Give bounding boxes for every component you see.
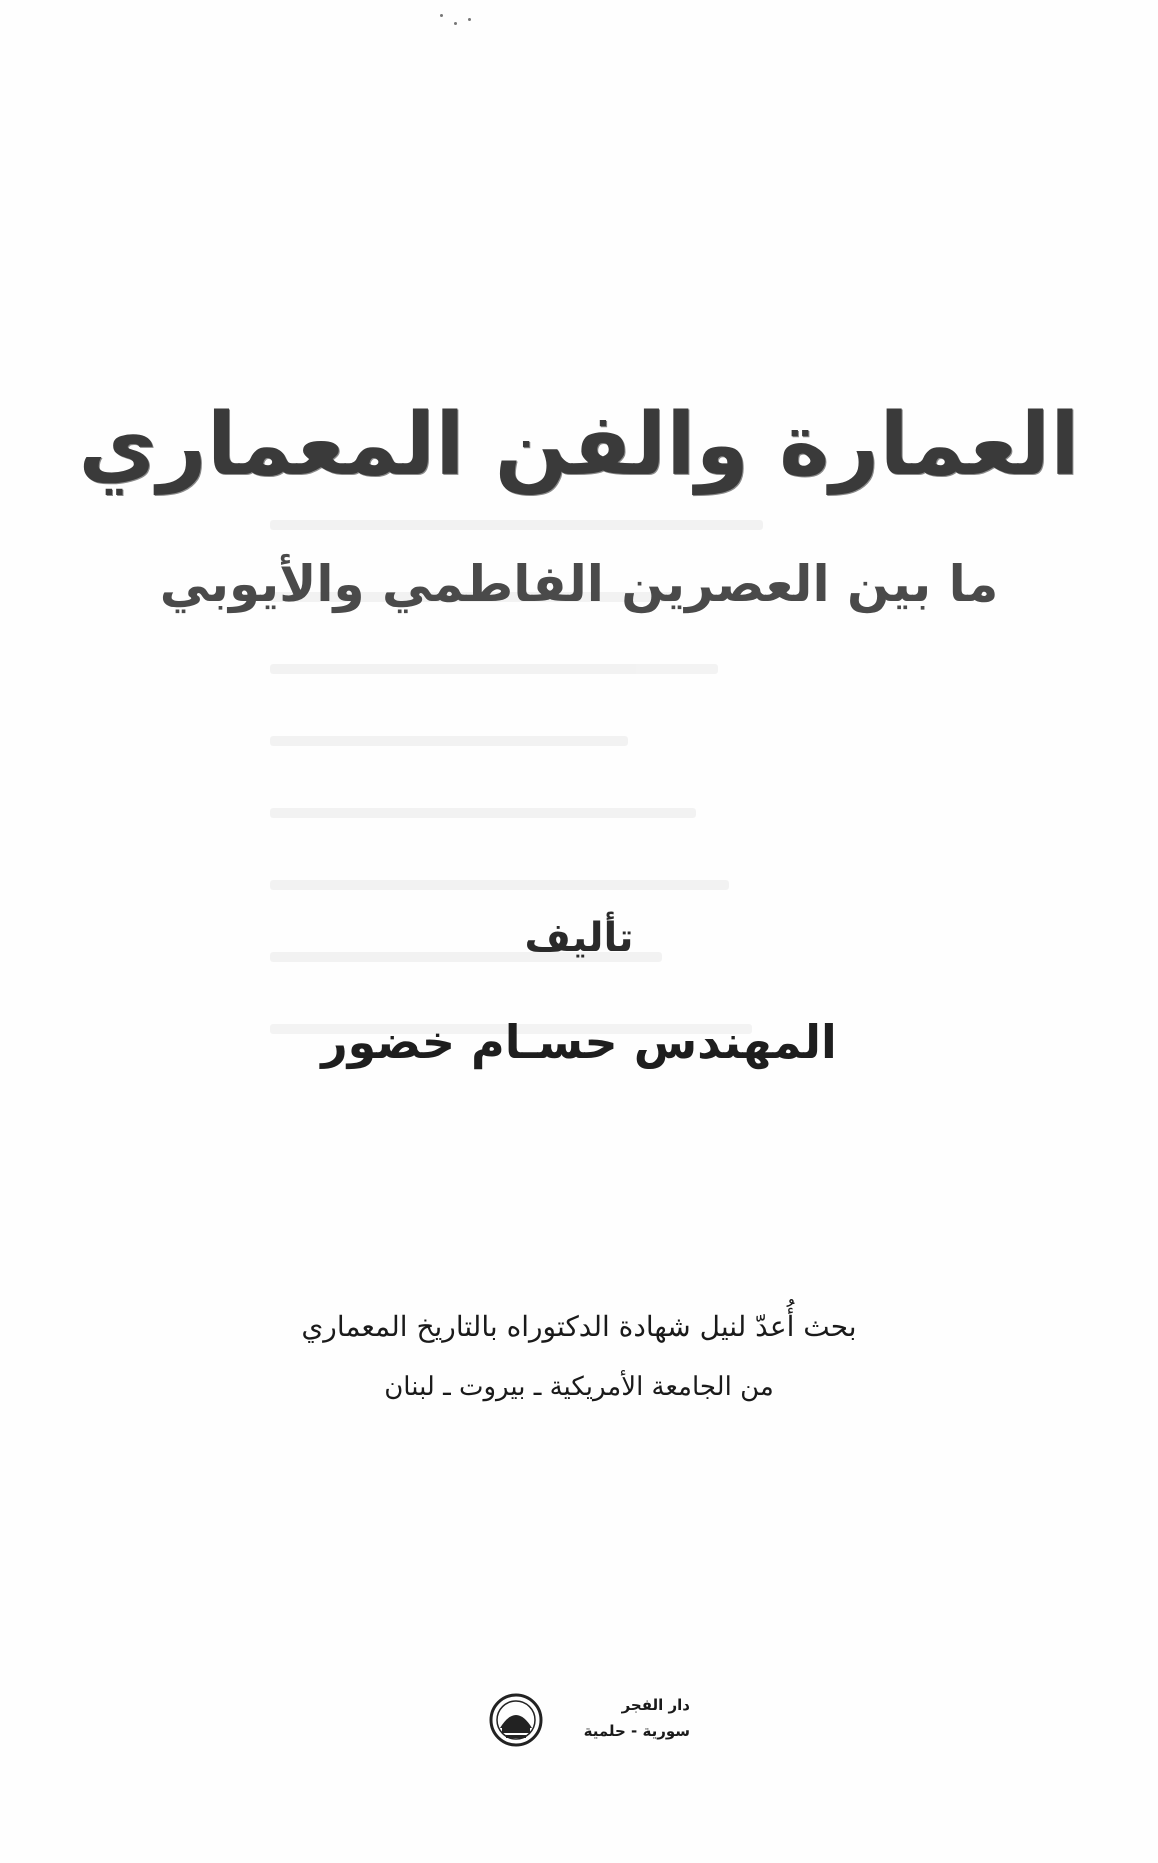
author-label: تأليف xyxy=(524,915,634,961)
book-subtitle: ما بين العصرين الفاطمي والأيوبي xyxy=(159,555,999,613)
publisher-emblem-icon xyxy=(488,1692,544,1748)
publisher-block xyxy=(480,1688,690,1758)
author-name: المهندس حسـام خضور xyxy=(321,1015,837,1069)
publisher-name: دار الفجر xyxy=(621,1696,690,1714)
publisher-text xyxy=(580,1692,690,1744)
university-note: من الجامعة الأمريكية ـ بيروت ـ لبنان xyxy=(384,1372,774,1402)
thesis-note: بحث أُعدّ لنيل شهادة الدكتوراه بالتاريخ المعماري xyxy=(301,1310,857,1343)
publisher-location: سورية - حلمية xyxy=(583,1722,690,1740)
book-title: العمارة والفن المعماري xyxy=(78,395,1080,495)
